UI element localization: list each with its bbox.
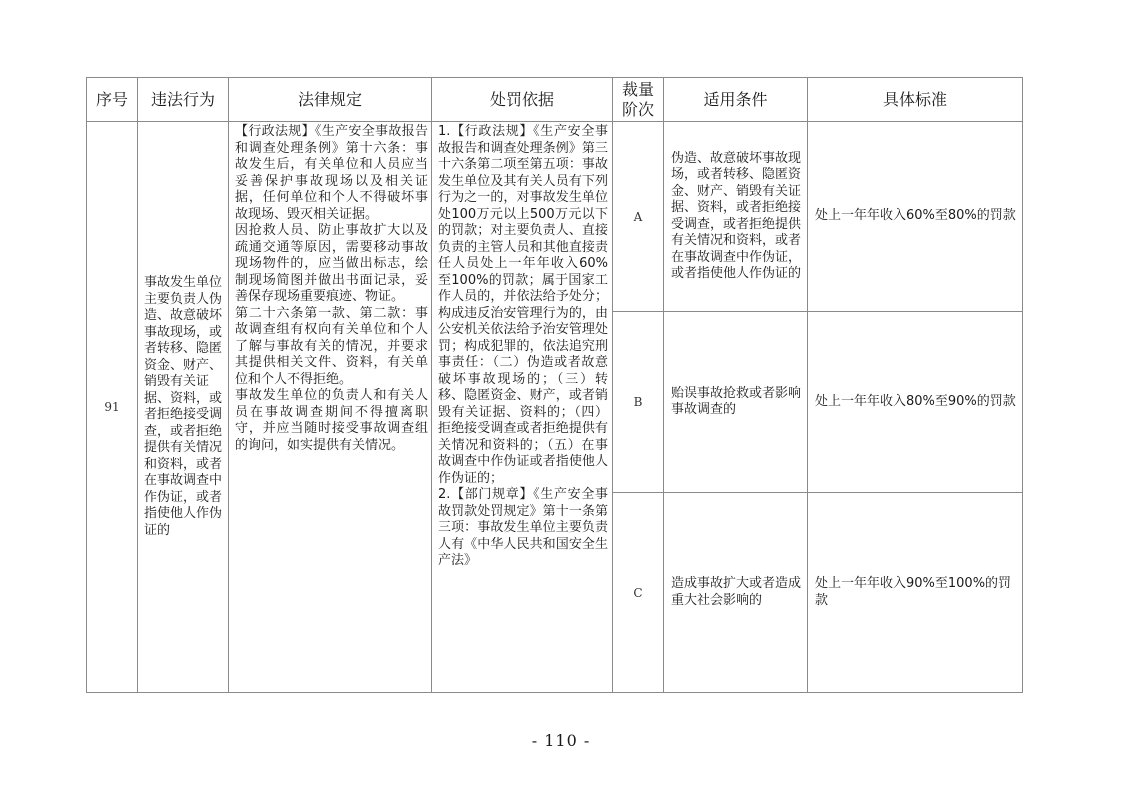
header-basis: 处罚依据 — [432, 78, 613, 122]
row-legal-text: 【行政法规】《生产安全事故报告和调查处理条例》第十六条：事故发生后，有关单位和人员应当妥善保护事故现场以及相关证据，任何单位和个人不得破坏事故现场、毁灭相关证据。 因抢救人员、防止事故扩大以及疏通交通等原因，需要移动事故现场物件的，应当做出标志，绘制现场简图并做出书面记录，妥善保存现场重要痕迹、物证。 第二十六条第一款、第二款：事故调查组有权向有关单位和个人了解与事故有关的情况，并要求其提供相关文件、资料，有关单位和个人不得拒绝。 事故发生单位的负责人和有关人员在事故调查期间不得擅离职守，并应当随时接受事故调查组的询问，如实提供有关情况。 — [235, 124, 428, 453]
standard-b-cell — [808, 312, 1023, 493]
standard-c-cell — [808, 493, 1023, 693]
penalty-table — [86, 77, 1023, 693]
condition-c: 造成事故扩大或者造成重大社会影响的 — [671, 576, 802, 608]
condition-a-cell — [664, 122, 808, 312]
level-a: A — [633, 209, 643, 224]
level-b-cell — [613, 312, 664, 493]
row-seq-cell — [87, 122, 138, 693]
row-seq: 91 — [104, 400, 120, 414]
row-basis-cell — [432, 122, 613, 693]
row-legal-cell — [229, 122, 432, 693]
standard-c: 处上一年年收入90%至100%的罚款 — [815, 576, 1012, 608]
row-act-text: 事故发生单位主要负责人伪造、故意破坏事故现场，或者转移、隐匿资金、财产、销毁有关证据、资料，或者拒绝接受调查，或者拒绝提供有关情况和资料，或者在事故调查中作伪证，或者指使他人作伪证的 — [144, 275, 223, 538]
standard-a: 处上一年年收入60%至80%的罚款 — [815, 208, 1016, 224]
level-c-cell — [613, 493, 664, 693]
header-act: 违法行为 — [138, 78, 229, 122]
header-level: 裁量 阶次 — [613, 78, 664, 122]
page-number: - 110 - — [531, 731, 591, 750]
header-condition: 适用条件 — [664, 78, 808, 122]
header-legal: 法律规定 — [229, 78, 432, 122]
header-seq: 序号 — [87, 78, 138, 122]
level-a-cell — [613, 122, 664, 312]
condition-b: 贻误事故抢救或者影响事故调查的 — [671, 385, 802, 417]
level-b: B — [633, 395, 643, 409]
header-standard: 具体标准 — [808, 78, 1023, 122]
level-c: C — [633, 585, 643, 600]
row-basis-text: 1.【行政法规】《生产安全事故报告和调查处理条例》第三十六条第二项至第五项：事故发生单位及其有关人员有下列行为之一的，对事故发生单位处100万元以上500万元以下的罚款；对主要负责人、直接负责的主管人员和其他直接责任人员处上一年年收入60%至100%的罚款；属于国家工作人员的，并依法给予处分；构成违反治安管理行为的，由公安机关依法给予治安管理处罚；构成犯罪的，依法追究刑事责任：（二）伪造或者故意破坏事故现场的；（三）转移、隐匿资金、财产，或者销毁有关证据、资料的；（四）拒绝接受调查或者拒绝提供有关情况和资料的；（五）在事故调查中作伪证或者指使他人作伪证的； 2.【部门规章】《生产安全事故罚款处罚规定》第十一条第三项：事故发生单位主要负责人有《中华人民共和国安全生产法》 — [438, 124, 608, 568]
condition-a: 伪造、故意破坏事故现场，或者转移、隐匿资金、财产、销毁有关证据、资料，或者拒绝接受调查，或者拒绝提供有关情况和资料，或者在事故调查中作伪证，或者指使他人作伪证的 — [671, 150, 802, 281]
standard-a-cell — [808, 122, 1023, 312]
row-act-cell — [138, 122, 229, 693]
condition-b-cell — [664, 312, 808, 493]
standard-b: 处上一年年收入80%至90%的罚款 — [815, 393, 1016, 409]
condition-c-cell — [664, 493, 808, 693]
